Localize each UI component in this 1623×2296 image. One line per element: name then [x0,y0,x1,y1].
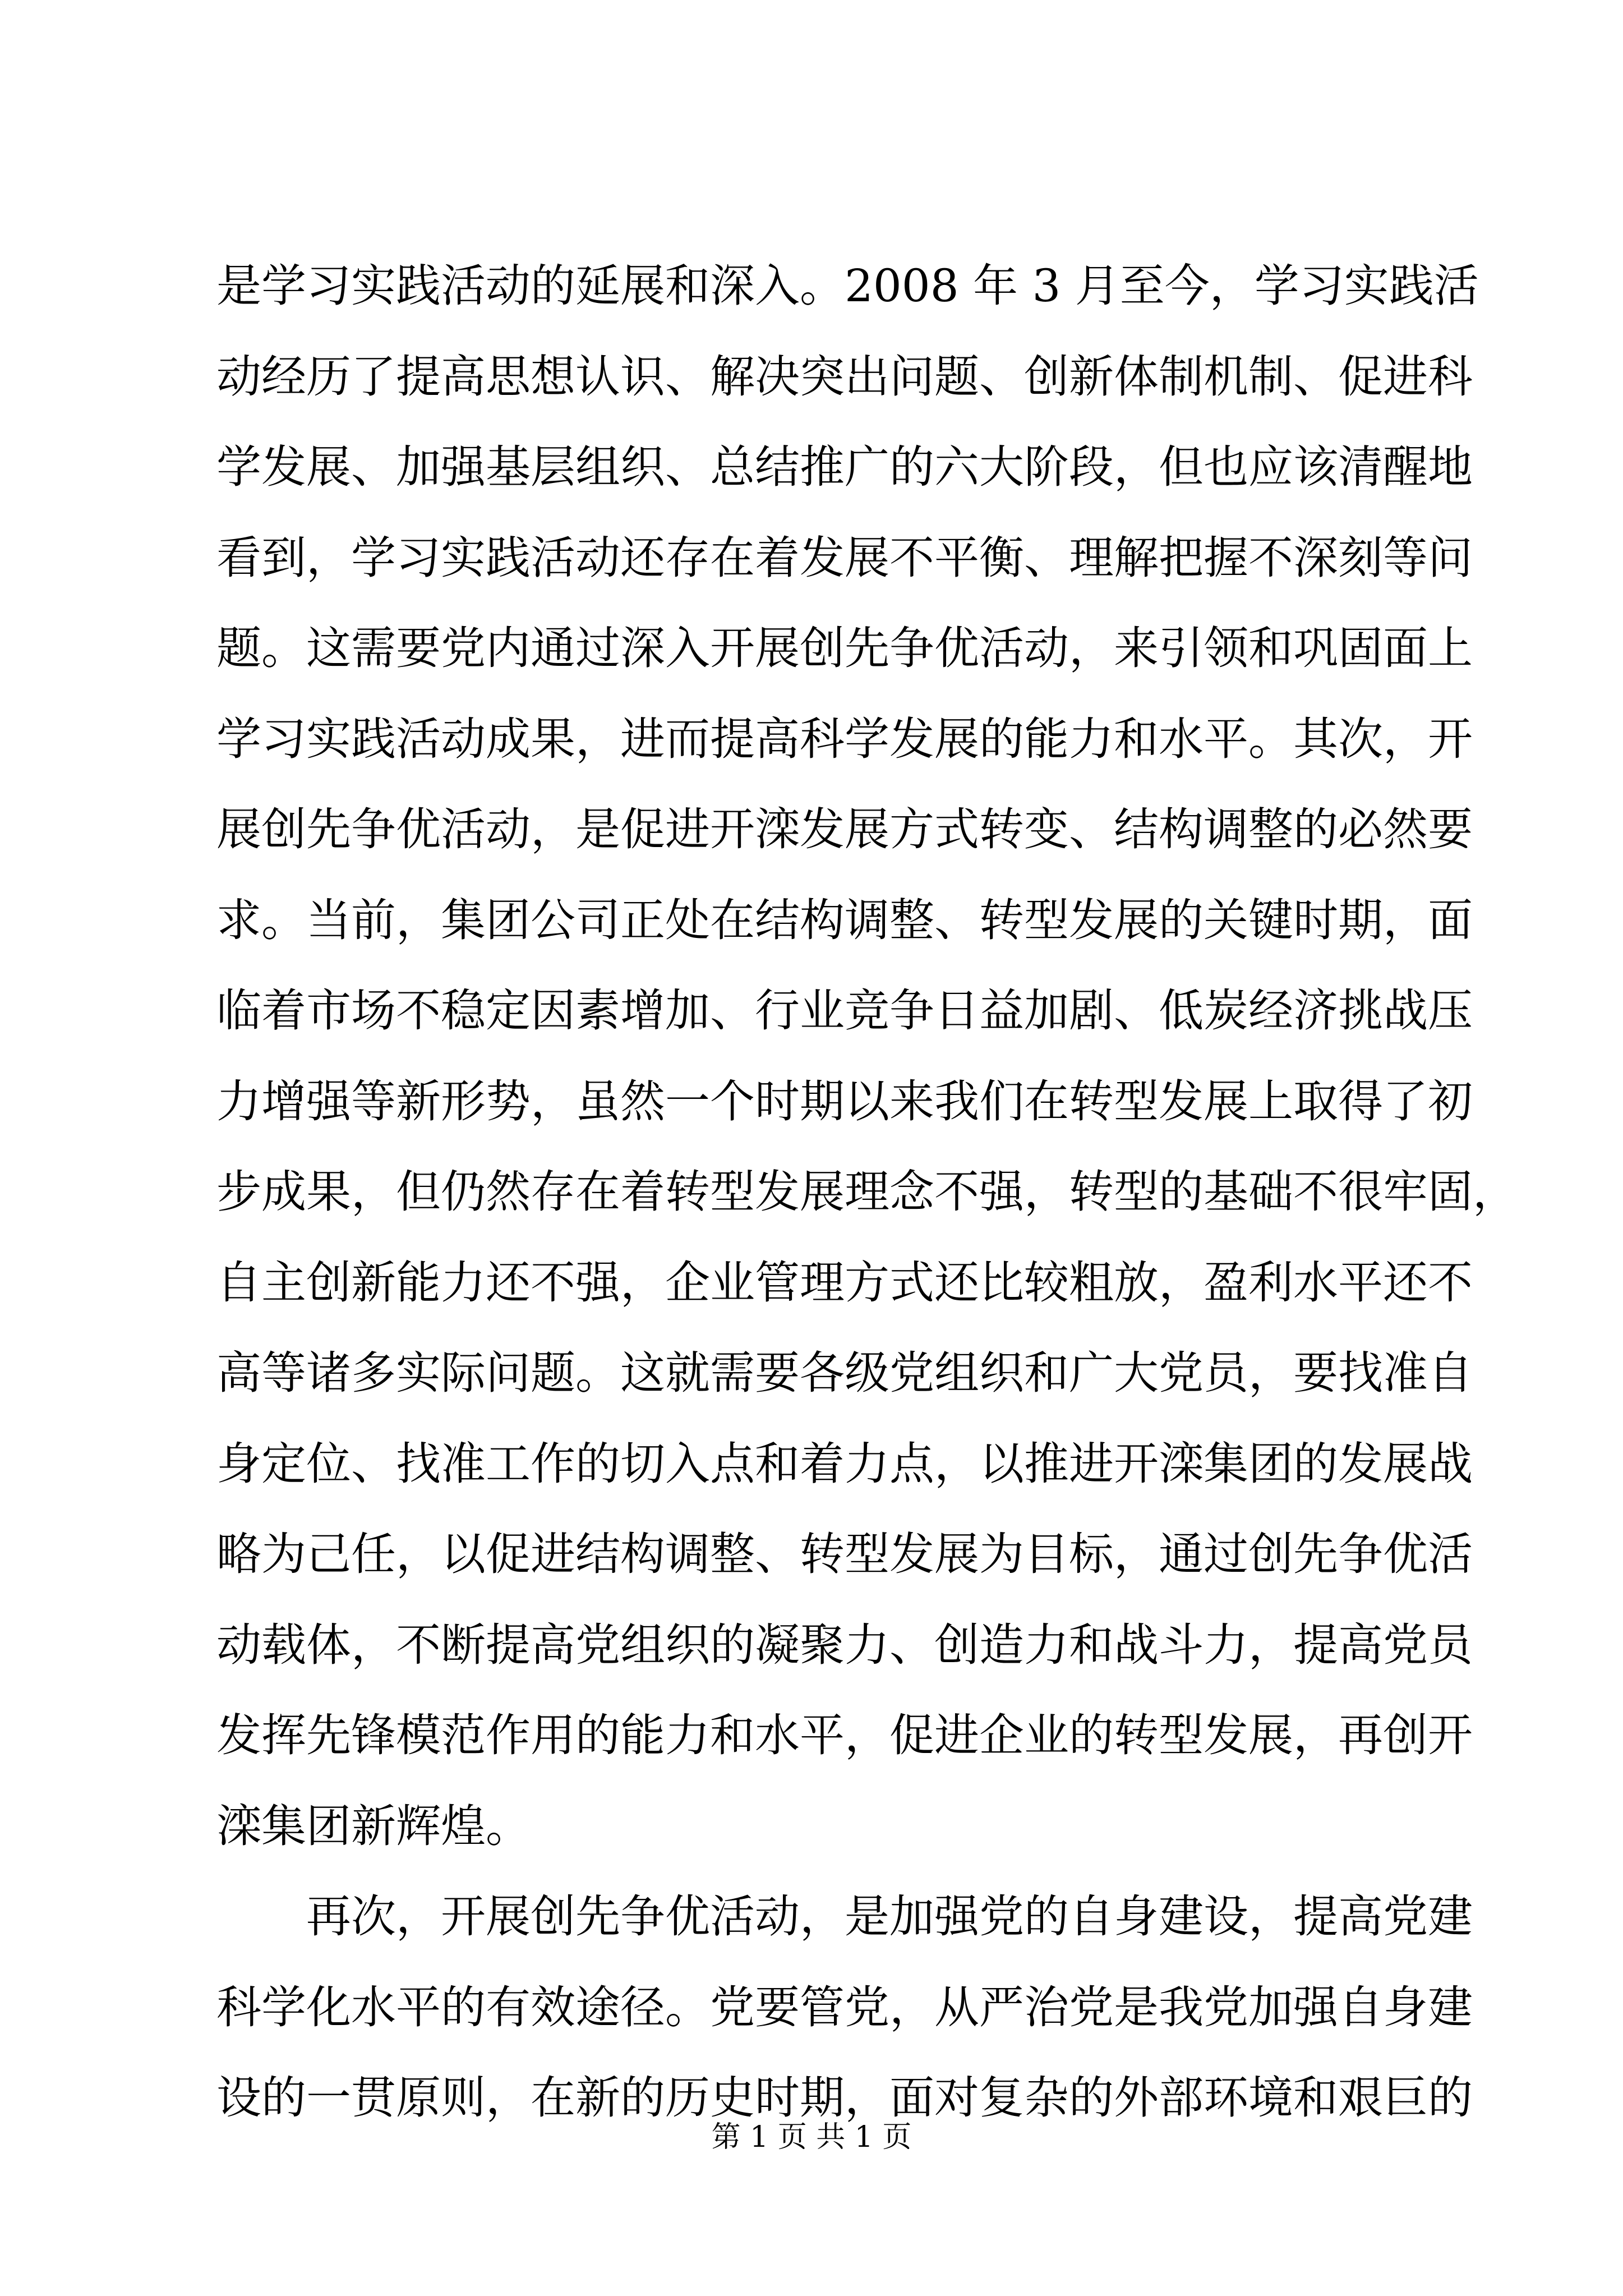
text-line: 发挥先锋模范作用的能力和水平，促进企业的转型发展，再创开 [216,1709,1473,1761]
text-line: 再次，开展创先争优活动，是加强党的自身建设，提高党建 [216,1890,1473,1943]
text-line: 步成果，但仍然存在着转型发展理念不强，转型的基础不很牢固， [216,1166,1518,1218]
text-line: 动经历了提高思想认识、解决突出问题、创新体制机制、促进科 [216,350,1473,403]
text-line: 高等诸多实际问题。这就需要各级党组织和广大党员，要找准自 [216,1347,1473,1399]
text-line: 身定位、找准工作的切入点和着力点，以推进开滦集团的发展战 [216,1437,1473,1490]
text-line: 设的一贯原则，在新的历史时期，面对复杂的外部环境和艰巨的 [216,2072,1473,2124]
text-line: 展创先争优活动，是促进开滦发展方式转变、结构调整的必然要 [216,803,1473,855]
text-line: 自主创新能力还不强，企业管理方式还比较粗放，盈利水平还不 [216,1256,1473,1309]
body-text [216,260,1518,2166]
text-line: 动载体，不断提高党组织的凝聚力、创造力和战斗力，提高党员 [216,1618,1473,1671]
text-line: 求。当前，集团公司正处在结构调整、转型发展的关键时期，面 [216,894,1473,946]
text-line: 题。这需要党内通过深入开展创先争优活动，来引领和巩固面上 [216,622,1473,674]
text-line: 略为己任，以促进结构调整、转型发展为目标，通过创先争优活 [216,1528,1473,1580]
text-line: 力增强等新形势，虽然一个时期以来我们在转型发展上取得了初 [216,1075,1473,1128]
text-line: 滦集团新辉煌。 [216,1800,531,1852]
text-line: 临着市场不稳定因素增加、行业竞争日益加剧、低炭经济挑战压 [216,984,1473,1037]
text-line: 是学习实践活动的延展和深入。2008 年 3 月至今，学习实践活 [216,260,1479,312]
text-line: 学发展、加强基层组织、总结推广的六大阶段，但也应该清醒地 [216,441,1473,493]
text-line: 科学化水平的有效途径。党要管党，从严治党是我党加强自身建 [216,1981,1473,2033]
page-footer [0,2120,1623,2154]
text-line: 学习实践活动成果，进而提高科学发展的能力和水平。其次，开 [216,712,1473,765]
page-number-label: 第 1 页 共 1 页 [711,2120,912,2154]
text-line: 看到，学习实践活动还存在着发展不平衡、理解把握不深刻等问 [216,531,1473,584]
